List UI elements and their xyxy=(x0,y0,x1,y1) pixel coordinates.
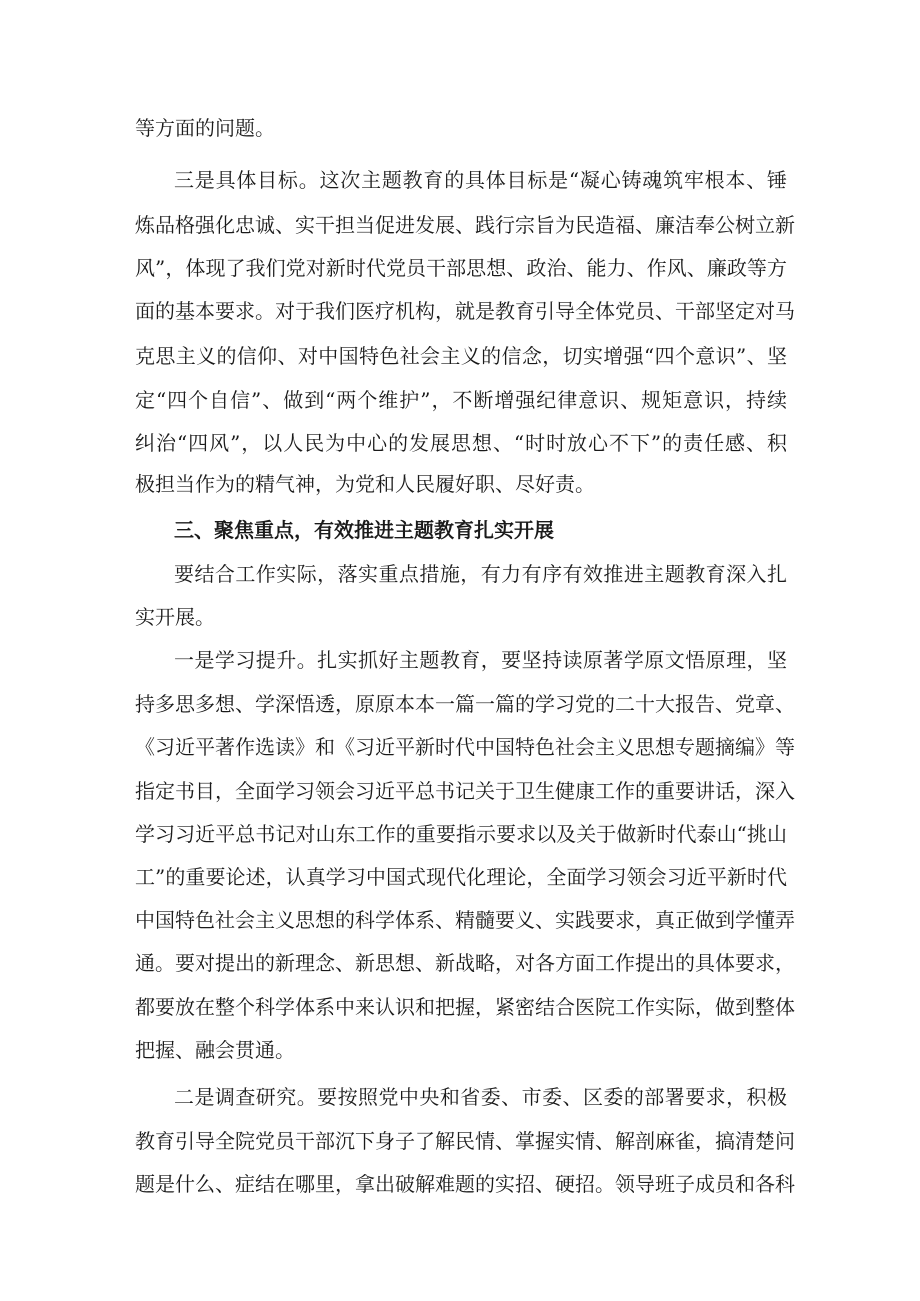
text-line: 教育引导全院党员干部沉下身子了解民情、掌握实情、解剖麻雀，搞清楚问 xyxy=(135,1129,795,1153)
text-line: 三是具体目标。这次主题教育的具体目标是“凝心铸魂筑牢根本、锤 xyxy=(174,168,787,192)
text-line: 克思主义的信仰、对中国特色社会主义的信念，切实增强“四个意识”、坚 xyxy=(135,344,787,368)
text-line: 题是什么、症结在哪里，拿出破解难题的实招、硬招。领导班子成员和各科 xyxy=(135,1172,795,1196)
text-line: 中国特色社会主义思想的科学体系、精髓要义、实践要求，真正做到学懂弄 xyxy=(135,908,795,932)
text-line: 一是学习提升。扎实抓好主题教育，要坚持读原著学原文悟原理，坚 xyxy=(174,648,787,672)
text-line: 二是调查研究。要按照党中央和省委、市委、区委的部署要求，积极 xyxy=(174,1085,787,1109)
text-line: 炼品格强化忠诚、实干担当促进发展、践行宗旨为民造福、廉洁奉公树立新 xyxy=(135,213,795,237)
text-line: 持多思多想、学深悟透，原原本本一篇一篇的学习党的二十大报告、党章、 xyxy=(135,692,795,716)
text-line: 学习习近平总书记对山东工作的重要指示要求以及关于做新时代泰山“挑山 xyxy=(135,822,787,846)
text-line: 面的基本要求。对于我们医疗机构，就是教育引导全体党员、干部坚定对马 xyxy=(135,299,795,323)
text-line: 通。要对提出的新理念、新思想、新战略，对各方面工作提出的具体要求， xyxy=(135,951,795,975)
text-line: 等方面的问题。 xyxy=(135,116,275,140)
text-line: 风”，体现了我们党对新时代党员干部思想、政治、能力、作风、廉政等方 xyxy=(135,256,787,280)
text-line: 把握、融会贯通。 xyxy=(135,1038,295,1062)
text-line: 纠治“四风”，以人民为中心的发展思想、“时时放心不下”的责任感、积 xyxy=(135,431,787,455)
text-line: 要结合工作实际，落实重点措施，有力有序有效推进主题教育深入扎 xyxy=(174,562,787,586)
section-heading: 三、聚焦重点，有效推进主题教育扎实开展 xyxy=(174,518,554,542)
text-line: 极担当作为的精气神，为党和人民履好职、尽好责。 xyxy=(135,472,595,496)
text-line: 定“四个自信”、做到“两个维护”，不断增强纪律意识、规矩意识，持续 xyxy=(135,388,787,412)
text-line: 都要放在整个科学体系中来认识和把握，紧密结合医院工作实际，做到整体 xyxy=(135,995,795,1019)
text-line: 实开展。 xyxy=(135,605,215,629)
text-line: 《习近平著作选读》和《习近平新时代中国特色社会主义思想专题摘编》等 xyxy=(135,735,795,759)
text-line: 工”的重要论述，认真学习中国式现代化理论，全面学习领会习近平新时代 xyxy=(135,865,787,889)
text-line: 指定书目，全面学习领会习近平总书记关于卫生健康工作的重要讲话，深入 xyxy=(135,779,795,803)
